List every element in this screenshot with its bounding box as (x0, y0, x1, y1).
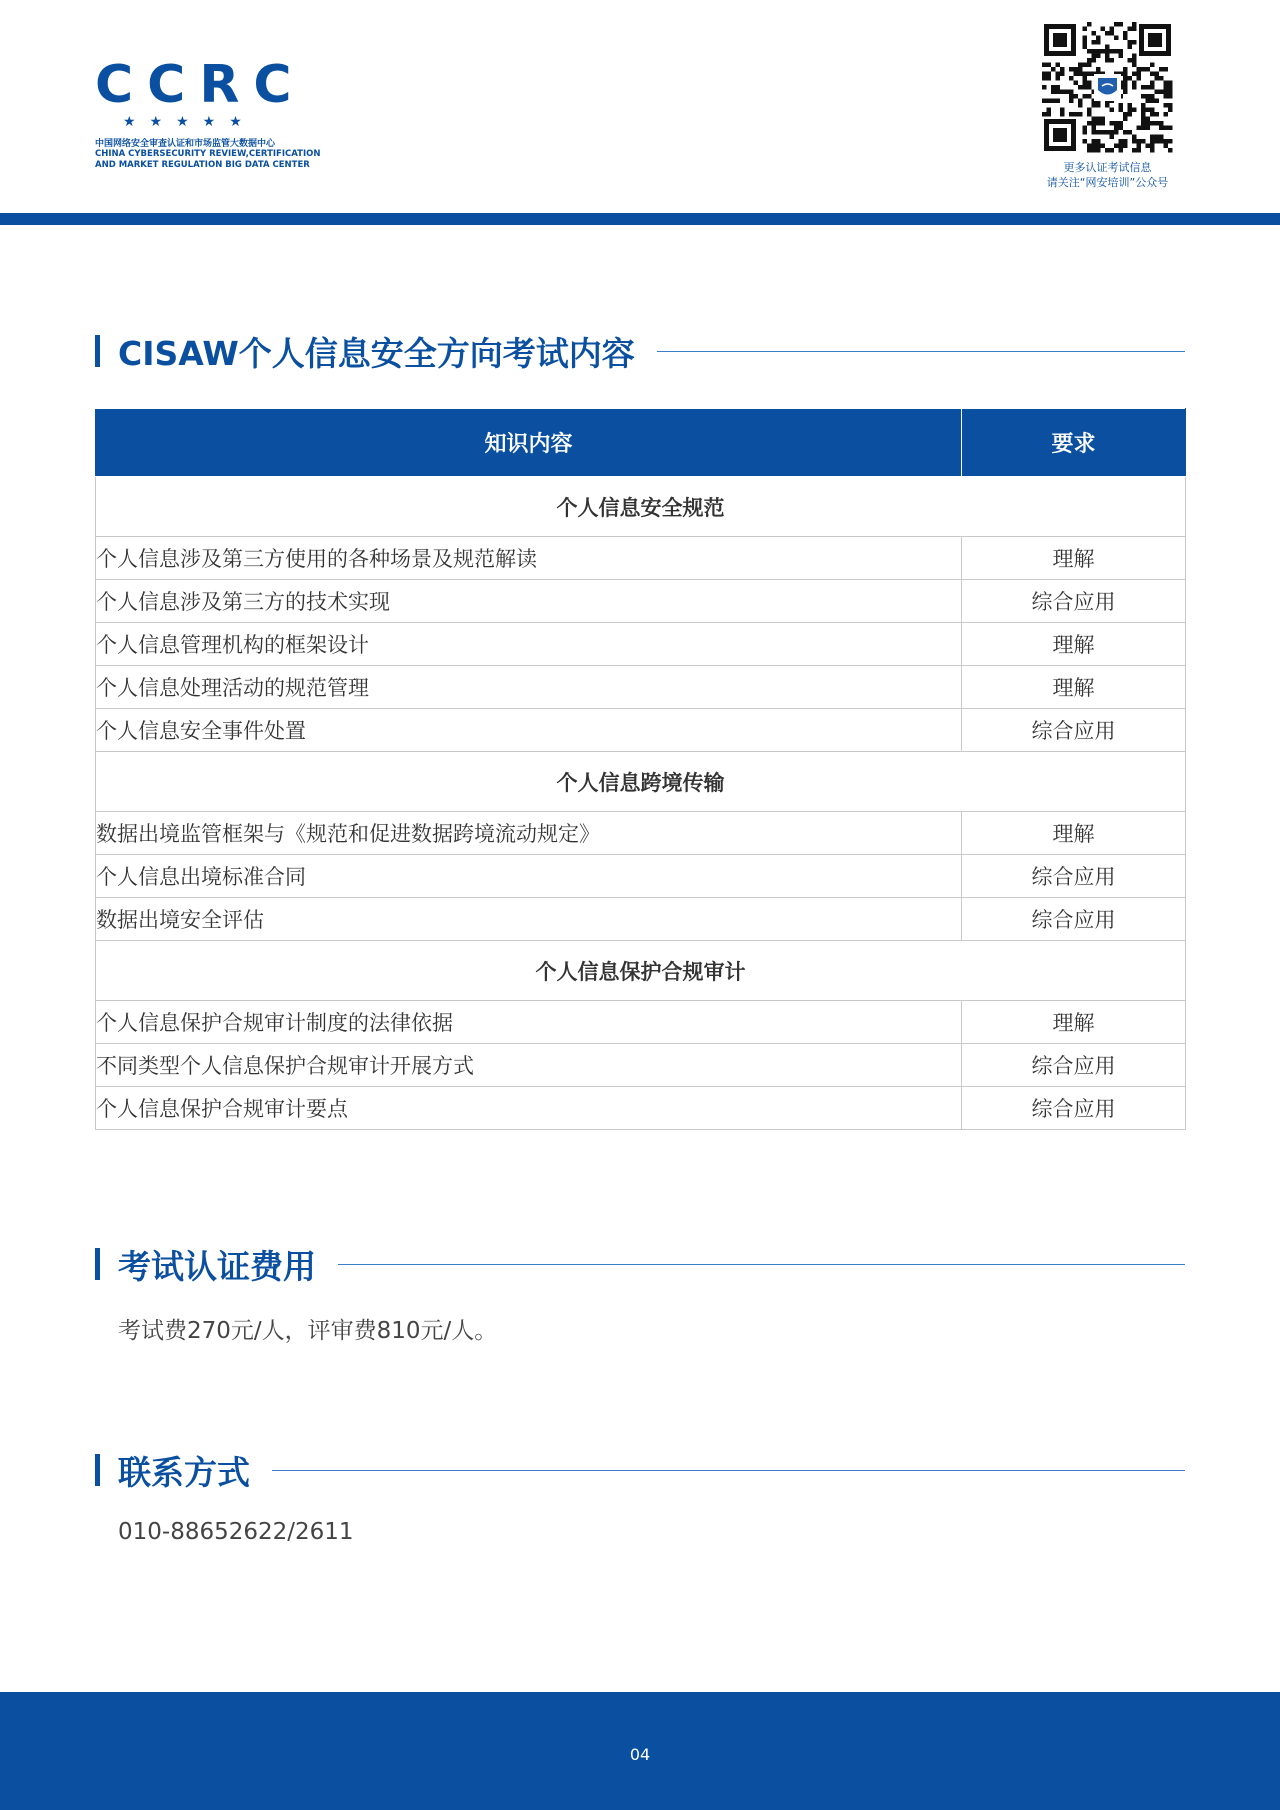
category-label: 个人信息安全规范 (96, 477, 1186, 537)
knowledge-cell: 个人信息安全事件处置 (96, 709, 962, 752)
header-divider-bar (0, 213, 1280, 225)
requirement-cell: 理解 (962, 537, 1186, 580)
table-row (96, 666, 1186, 709)
page-number: 04 (629, 1745, 651, 1764)
table-row (96, 709, 1186, 752)
knowledge-cell: 个人信息保护合规审计制度的法律依据 (96, 1001, 962, 1044)
qr-code-icon (1040, 20, 1175, 155)
requirement-cell: 理解 (962, 812, 1186, 855)
requirement-cell: 综合应用 (962, 1087, 1186, 1130)
qr-caption-line-1: 更多认证考试信息 (1063, 161, 1152, 174)
table-row (96, 898, 1186, 941)
requirement-cell: 综合应用 (962, 1044, 1186, 1087)
contact-heading (95, 1448, 1185, 1492)
table-row (96, 1044, 1186, 1087)
contact-phone: 010-88652622/2611 (118, 1519, 354, 1545)
qr-caption (1015, 160, 1200, 190)
table-row (96, 537, 1186, 580)
table-row (96, 580, 1186, 623)
knowledge-cell: 个人信息管理机构的框架设计 (96, 623, 962, 666)
qr-caption-line-2: 请关注“网安培训”公众号 (1046, 176, 1169, 189)
knowledge-cell: 个人信息涉及第三方使用的各种场景及规范解读 (96, 537, 962, 580)
table-row (96, 812, 1186, 855)
requirement-cell: 理解 (962, 1001, 1186, 1044)
logo-letters: CCRC (95, 55, 306, 115)
heading-rule (657, 351, 1185, 352)
shield-emblem-icon (1094, 74, 1121, 101)
knowledge-cell: 数据出境监管框架与《规范和促进数据跨境流动规定》 (96, 812, 962, 855)
requirement-cell: 综合应用 (962, 855, 1186, 898)
requirement-cell: 理解 (962, 666, 1186, 709)
requirement-cell: 综合应用 (962, 580, 1186, 623)
exam-content-table (95, 408, 1186, 1130)
knowledge-cell: 个人信息处理活动的规范管理 (96, 666, 962, 709)
category-label: 个人信息保护合规审计 (96, 941, 1186, 1001)
table-row (96, 1087, 1186, 1130)
fee-title: 考试认证费用 (118, 1246, 316, 1286)
header-knowledge: 知识内容 (96, 409, 962, 477)
heading-accent-bar (95, 335, 100, 367)
category-label: 个人信息跨境传输 (96, 752, 1186, 812)
knowledge-cell: 数据出境安全评估 (96, 898, 962, 941)
ccrc-logo (95, 55, 335, 171)
exam-content-title: CISAW个人信息安全方向考试内容 (118, 333, 635, 373)
logo-english-line-2: AND MARKET REGULATION BIG DATA CENTER (95, 160, 310, 170)
header-requirement: 要求 (962, 409, 1186, 477)
category-row (96, 752, 1186, 812)
requirement-cell: 理解 (962, 623, 1186, 666)
knowledge-cell: 不同类型个人信息保护合规审计开展方式 (96, 1044, 962, 1087)
requirement-cell: 综合应用 (962, 709, 1186, 752)
heading-rule (338, 1264, 1185, 1265)
table-row (96, 855, 1186, 898)
exam-content-heading (95, 329, 1185, 373)
table-row (96, 1001, 1186, 1044)
requirement-cell: 综合应用 (962, 898, 1186, 941)
category-row (96, 941, 1186, 1001)
knowledge-cell: 个人信息出境标准合同 (96, 855, 962, 898)
fee-heading (95, 1242, 1185, 1286)
fee-text: 考试费270元/人，评审费810元/人。 (118, 1318, 498, 1344)
heading-rule (272, 1470, 1185, 1471)
logo-stars: ★★★★★ (123, 114, 256, 130)
table-row (96, 623, 1186, 666)
table-header-row (96, 409, 1186, 477)
knowledge-cell: 个人信息涉及第三方的技术实现 (96, 580, 962, 623)
logo-chinese-name: 中国网络安全审查认证和市场监管大数据中心 (95, 139, 276, 149)
contact-title: 联系方式 (118, 1452, 250, 1492)
logo-english-line-1: CHINA CYBERSECURITY REVIEW,CERTIFICATION (95, 149, 321, 159)
heading-accent-bar (95, 1454, 100, 1486)
category-row (96, 477, 1186, 537)
heading-accent-bar (95, 1248, 100, 1280)
knowledge-cell: 个人信息保护合规审计要点 (96, 1087, 962, 1130)
